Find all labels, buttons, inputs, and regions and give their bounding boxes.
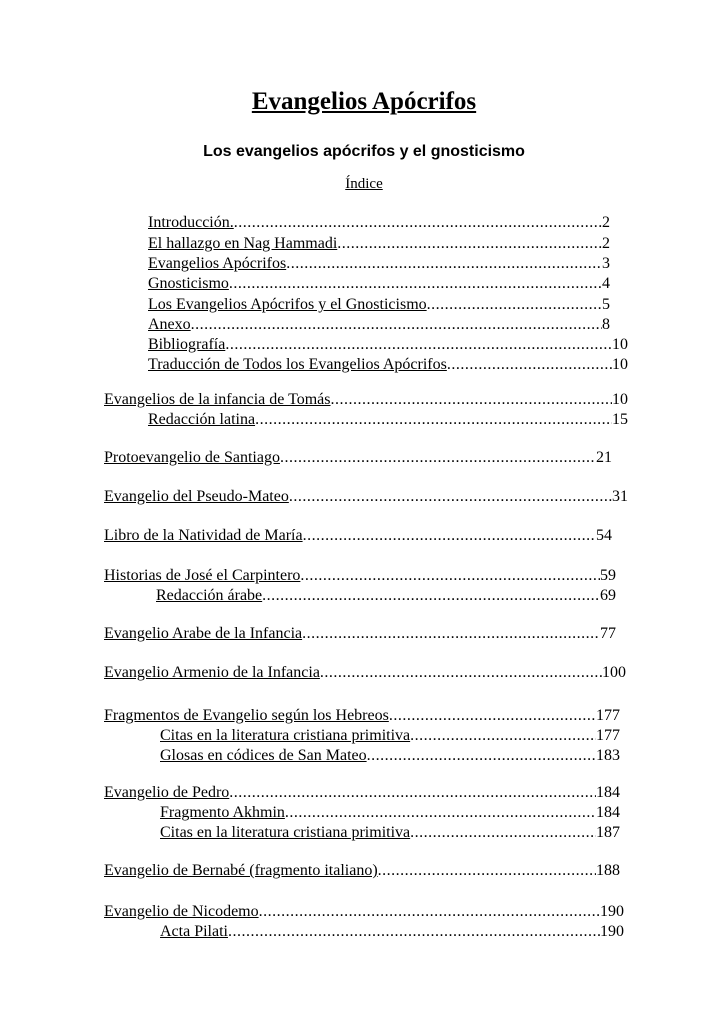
toc-entry[interactable] (104, 390, 628, 409)
toc-entry-page: 3 (602, 255, 610, 272)
toc-leader-dots (259, 902, 600, 921)
toc-entry-page: 177 (596, 707, 620, 724)
toc-entry-page: 183 (596, 747, 620, 764)
toc-entry-label[interactable]: Evangelio de Nicodemo (104, 903, 259, 920)
toc-entry-page: 10 (612, 336, 628, 353)
toc-entry[interactable] (104, 861, 620, 880)
toc-entry-page: 190 (600, 923, 624, 940)
toc-entry-page: 5 (602, 296, 610, 313)
toc-entry[interactable] (104, 526, 612, 545)
toc-entry-label[interactable]: Glosas en códices de San Mateo (160, 747, 367, 764)
toc-entry[interactable] (160, 803, 620, 822)
toc-entry[interactable] (160, 726, 620, 745)
toc-leader-dots (389, 706, 596, 725)
toc-entry-label[interactable]: Bibliografía (148, 336, 226, 353)
toc-entry-label[interactable]: Los Evangelios Apócrifos y el Gnosticismo (148, 296, 427, 313)
toc-leader-dots (331, 390, 612, 409)
toc-entry-page: 10 (612, 391, 628, 408)
toc-leader-dots (262, 586, 600, 605)
toc-entry-label[interactable]: Evangelio de Pedro (104, 784, 230, 801)
toc-entry-page: 77 (600, 625, 616, 642)
toc-leader-dots (303, 526, 596, 545)
toc-entry-page: 69 (600, 587, 616, 604)
toc-entry-page: 100 (602, 664, 626, 681)
toc-leader-dots (229, 783, 596, 802)
toc-leader-dots (337, 234, 602, 253)
toc-entry-page: 21 (596, 449, 612, 466)
toc-entry-page: 8 (602, 316, 610, 333)
toc-entry[interactable] (148, 355, 628, 374)
toc-entry-page: 15 (612, 411, 628, 428)
toc-entry-page: 184 (596, 784, 620, 801)
toc-entry-page: 54 (596, 527, 612, 544)
toc-entry[interactable] (148, 254, 610, 273)
toc-entry-label[interactable]: Anexo (148, 316, 191, 333)
toc-entry[interactable] (104, 566, 616, 585)
toc-entry-label[interactable]: Evangelio Arabe de la Infancia (104, 625, 303, 642)
toc-leader-dots (286, 254, 602, 273)
toc-entry[interactable] (148, 295, 610, 314)
toc-entry[interactable] (148, 274, 610, 293)
toc-entry-label[interactable]: Historias de José el Carpintero (104, 567, 301, 584)
toc-entry-label[interactable]: Libro de la Natividad de María (104, 527, 303, 544)
toc-leader-dots (367, 746, 596, 765)
toc-leader-dots (225, 335, 612, 354)
toc-leader-dots (234, 213, 602, 232)
toc-entry-page: 188 (596, 862, 620, 879)
toc-entry-label[interactable]: Traducción de Todos los Evangelios Apócrifos (148, 356, 447, 373)
toc-leader-dots (410, 726, 596, 745)
toc-entry-label[interactable]: Redacción árabe (156, 587, 263, 604)
document-title: Evangelios Apócrifos (251, 88, 477, 115)
toc-entry[interactable] (148, 315, 610, 334)
toc-entry-label[interactable]: Protoevangelio de Santiago (104, 449, 280, 466)
toc-leader-dots (427, 295, 602, 314)
toc-entry[interactable] (104, 448, 612, 467)
toc-leader-dots (410, 823, 596, 842)
toc-entry-label[interactable]: Introducción. (148, 214, 234, 231)
toc-entry-label[interactable]: Citas en la literatura cristiana primitiva (160, 824, 411, 841)
toc-entry[interactable] (104, 902, 624, 921)
toc-leader-dots (229, 274, 602, 293)
toc-entry-page: 59 (600, 567, 616, 584)
toc-entry-page: 187 (596, 824, 620, 841)
toc-leader-dots (191, 315, 602, 334)
toc-entry[interactable] (104, 706, 620, 725)
toc-entry[interactable] (104, 663, 626, 682)
toc-leader-dots (302, 624, 600, 643)
toc-entry[interactable] (160, 746, 620, 765)
toc-entry-label[interactable]: Evangelios Apócrifos (148, 255, 287, 272)
toc-entry[interactable] (160, 922, 624, 941)
toc-entry-page: 177 (596, 727, 620, 744)
toc-entry-label[interactable]: Fragmentos de Evangelio según los Hebreos (104, 707, 389, 724)
toc-leader-dots (300, 566, 600, 585)
toc-leader-dots (320, 663, 602, 682)
toc-entry-label[interactable]: Fragmento Akhmin (160, 804, 285, 821)
toc-entry-label[interactable]: Evangelio del Pseudo-Mateo (104, 488, 289, 505)
toc-entry-label[interactable]: El hallazgo en Nag Hammadi (148, 235, 338, 252)
toc-entry-page: 2 (602, 214, 610, 231)
toc-entry[interactable] (148, 213, 610, 232)
toc-entry[interactable] (148, 335, 628, 354)
toc-entry-page: 4 (602, 275, 610, 292)
toc-entry[interactable] (156, 586, 616, 605)
toc-entry-label[interactable]: Citas en la literatura cristiana primitiva (160, 727, 411, 744)
toc-leader-dots (285, 803, 596, 822)
toc-leader-dots (255, 410, 612, 429)
toc-entry-page: 2 (602, 235, 610, 252)
toc-entry-label[interactable]: Evangelio Armenio de la Infancia (104, 664, 320, 681)
toc-entry[interactable] (104, 783, 620, 802)
toc-entry-label[interactable]: Acta Pilati (160, 923, 228, 940)
toc-entry[interactable] (148, 410, 628, 429)
document-subtitle: Los evangelios apócrifos y el gnosticismo (203, 143, 525, 160)
toc-entry-page: 31 (612, 488, 628, 505)
toc-leader-dots (447, 355, 612, 374)
toc-entry-label[interactable]: Redacción latina (148, 411, 256, 428)
toc-entry[interactable] (104, 487, 628, 506)
toc-entry-page: 184 (596, 804, 620, 821)
toc-entry-label[interactable]: Evangelio de Bernabé (fragmento italiano) (104, 862, 378, 879)
toc-leader-dots (280, 448, 596, 467)
toc-entry-page: 190 (600, 903, 624, 920)
index-heading: Índice (345, 176, 383, 192)
toc-entry-label[interactable]: Evangelios de la infancia de Tomás (104, 391, 331, 408)
toc-leader-dots (228, 922, 600, 941)
toc-entry[interactable] (148, 234, 610, 253)
toc-entry-label[interactable]: Gnosticismo (148, 275, 229, 292)
toc-leader-dots (378, 861, 596, 880)
toc-entry[interactable] (160, 823, 620, 842)
toc-entry-page: 10 (612, 356, 628, 373)
toc-leader-dots (289, 487, 612, 506)
toc-entry[interactable] (104, 624, 616, 643)
